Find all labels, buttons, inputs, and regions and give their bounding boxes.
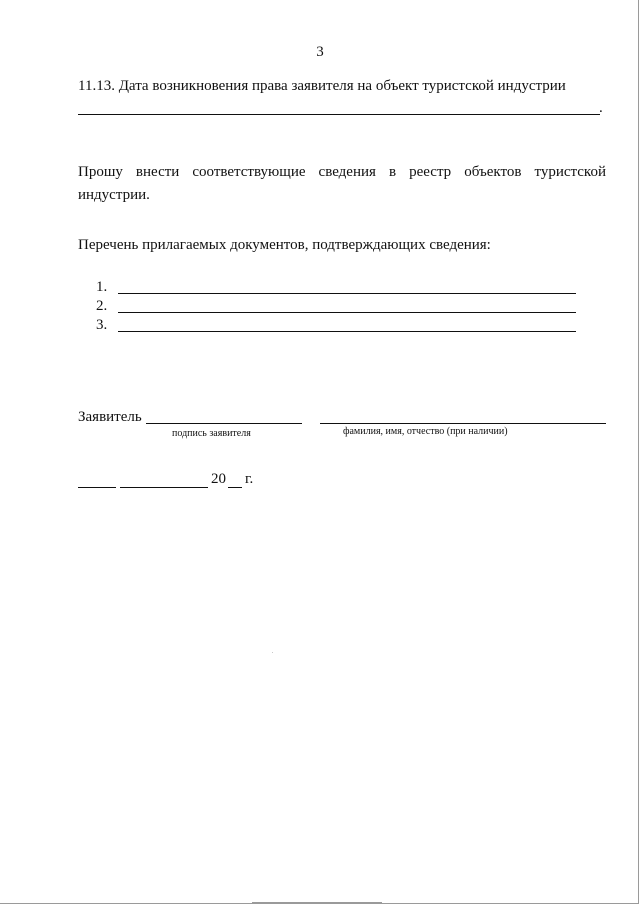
date-month-line (120, 487, 208, 488)
date-day-line (78, 487, 116, 488)
full-name-caption: фамилия, имя, отчество (при наличии) (343, 426, 508, 437)
documents-label: Перечень прилагаемых документов, подтверждающих сведения: (78, 237, 491, 253)
section-title: 11.13. Дата возникновения права заявителя на объект туристской индустрии (78, 78, 566, 94)
document-item-number: 3. (96, 317, 108, 333)
document-item-number: 2. (96, 298, 108, 314)
signature-line (146, 423, 302, 424)
document-item (96, 298, 576, 318)
page-number: 3 (316, 44, 324, 60)
document-item (96, 317, 576, 337)
date-year-line (228, 487, 242, 488)
full-name-line (320, 423, 606, 424)
section-answer-line (78, 114, 600, 115)
signature-caption: подпись заявителя (172, 428, 251, 439)
document-item-line (118, 293, 576, 294)
date-year-prefix: 20 (211, 471, 226, 487)
document-item-line (118, 331, 576, 332)
document-item-line (118, 312, 576, 313)
scan-edge-mark (252, 902, 382, 903)
request-text: Прошу внести соответствующие сведения в реестр объектов туристской индустрии. (78, 164, 606, 203)
signer-label: Заявитель (78, 409, 142, 425)
document-item-number: 1. (96, 279, 108, 295)
scan-speck (272, 652, 273, 653)
date-year-suffix: г. (245, 471, 254, 487)
section-line-end: . (599, 100, 603, 116)
document-item (96, 279, 576, 299)
